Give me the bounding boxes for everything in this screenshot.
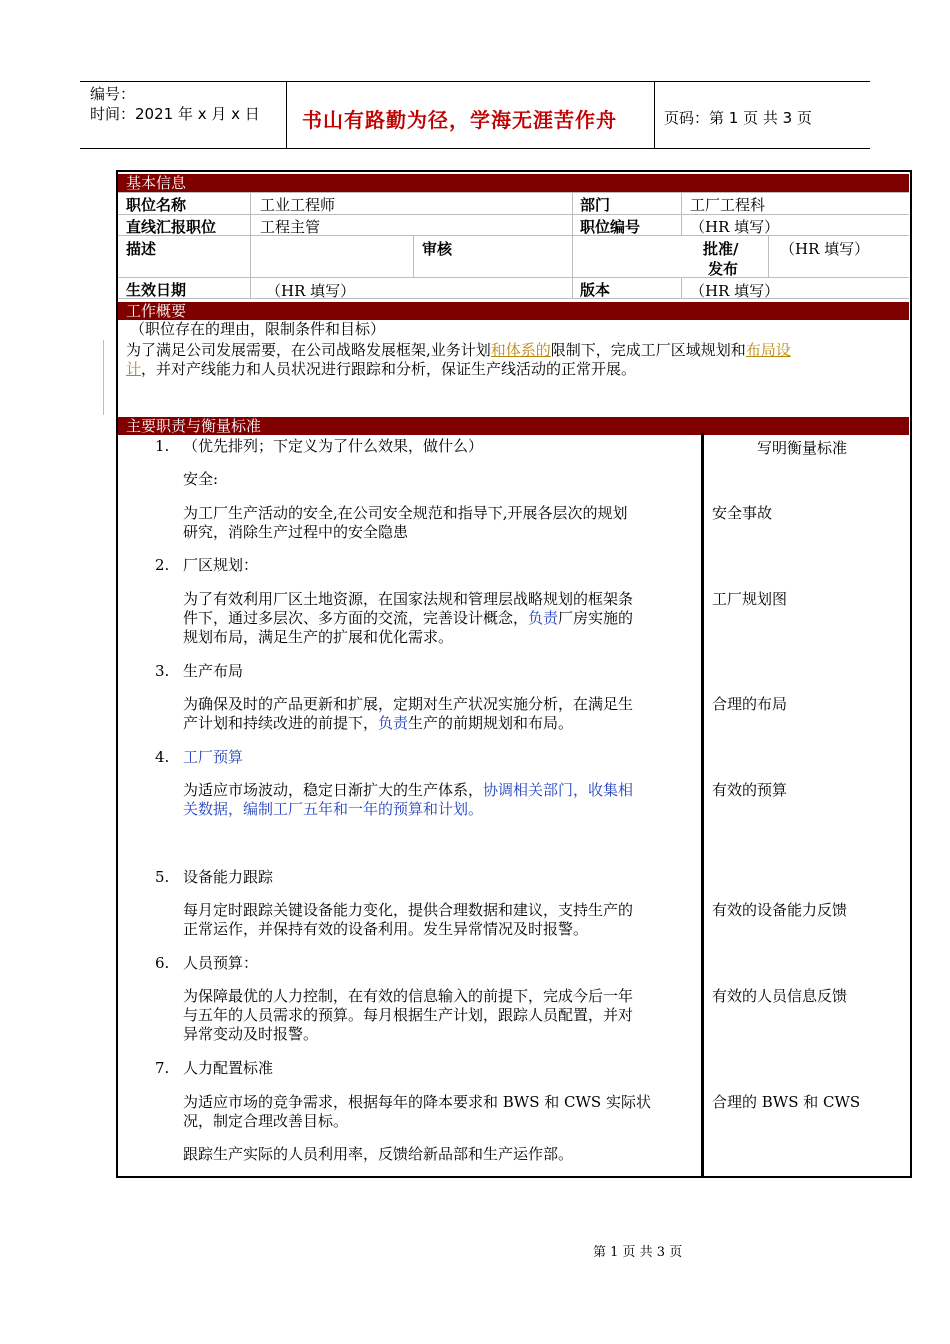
duty-text: 异常变动及时报警。: [183, 1025, 319, 1043]
duty-measure: 有效的人员信息反馈: [712, 987, 848, 1005]
summary-link[interactable]: 和体系的: [490, 341, 551, 359]
approve-value: （HR 填写）: [780, 240, 870, 258]
duty-text: [183, 714, 573, 733]
duty-title: 厂区规划：: [183, 556, 259, 574]
page-footer: 第 1 页 共 3 页: [593, 1245, 683, 1260]
header-bottom-rule: [80, 148, 870, 149]
summary-text-part: 限制下，完成工厂区域规划和: [550, 341, 746, 359]
review-label: 审核: [422, 240, 453, 258]
version-value: （HR 填写）: [690, 282, 780, 300]
approve-label: 批准/: [703, 240, 739, 258]
dept-value: 工厂工程科: [690, 196, 766, 214]
duty-text-part: 厂房实施的: [558, 609, 634, 627]
approve-label-2: 发布: [708, 260, 739, 278]
summary-link[interactable]: 布局设: [745, 341, 791, 359]
grid-line: [681, 277, 682, 298]
report-value: 工程主管: [260, 218, 321, 236]
describe-label: 描述: [126, 240, 157, 258]
duty-text: 为工厂生产活动的安全,在公司安全规范和指导下,开展各层次的规划: [183, 504, 628, 522]
section-summary: 工作概要: [118, 302, 909, 320]
duty-title: 生产布局: [183, 662, 244, 680]
duty-number: 5.: [155, 868, 170, 886]
summary-hint: （职位存在的理由，限制条件和目标）: [130, 320, 386, 338]
duty-text-part: 产计划和持续改进的前提下，: [183, 714, 379, 732]
summary-text-line2: [126, 360, 896, 379]
duty-text-part: 件下，通过多层次、多方面的交流，完善设计概念，: [183, 609, 529, 627]
grid-line: [572, 192, 573, 298]
grid-line: [118, 192, 909, 193]
duty-title: 工厂预算: [183, 748, 244, 766]
duty-text: 为了有效利用厂区土地资源，在国家法规和管理层战略规划的框架条: [183, 590, 634, 608]
effective-date-label: 生效日期: [126, 281, 187, 299]
duty-title: 人员预算：: [183, 954, 259, 972]
duty-measure: 安全事故: [712, 504, 773, 522]
duty-text: 况，制定合理改善目标。: [183, 1112, 349, 1130]
duty-text: 正常运作，并保持有效的设备利用。发生异常情况及时报警。: [183, 920, 589, 938]
duty-measure: 合理的布局: [712, 695, 788, 713]
duty-number: 3.: [155, 662, 170, 680]
duty-measure: 有效的设备能力反馈: [712, 901, 848, 919]
duty-text: 跟踪生产实际的人员利用率，反馈给新品部和生产运作部。: [183, 1145, 574, 1163]
duty-measure: 合理的 BWS 和 CWS: [712, 1093, 861, 1111]
summary-text: [126, 341, 896, 360]
duty-text: 为保障最优的人力控制，在有效的信息输入的前提下，完成今后一年: [183, 987, 634, 1005]
grid-line: [250, 192, 251, 298]
duty-text: 规划布局，满足生产的扩展和优化需求。: [183, 628, 454, 646]
duty-text: 研究，消除生产过程中的安全隐患: [183, 523, 409, 541]
position-name-label: 职位名称: [126, 196, 187, 214]
section-duties: 主要职责与衡量标准: [118, 417, 909, 435]
position-no-value: （HR 填写）: [690, 218, 780, 236]
grid-line: [118, 214, 909, 215]
summary-text-part: ，并对产线能力和人员状况进行跟踪和分析，保证生产线活动的正常开展。: [141, 360, 637, 378]
duty-number: 6.: [155, 954, 170, 972]
duty-text: [183, 781, 633, 800]
doc-number-label: 编号：: [90, 85, 136, 103]
duty-number: 2.: [155, 556, 170, 574]
duty-text-part: 生产的前期规划和布局。: [408, 714, 574, 732]
duty-text: 为适应市场的竞争需求，根据每年的降本要求和 BWS 和 CWS 实际状: [183, 1093, 651, 1111]
duty-subtitle: 安全:: [183, 470, 219, 488]
duty-number: 7.: [155, 1059, 170, 1077]
duty-text: 为确保及时的产品更新和扩展，定期对生产状况实施分析，在满足生: [183, 695, 634, 713]
motto: 书山有路勤为径，学海无涯苦作舟: [302, 108, 617, 132]
version-label: 版本: [580, 281, 611, 299]
header-divider: [286, 81, 287, 149]
duty-title: 人力配置标准: [183, 1059, 274, 1077]
grid-line: [681, 192, 682, 235]
dept-label: 部门: [580, 196, 611, 214]
grid-line: [768, 235, 769, 277]
duty-highlight: 协调相关部门，收集相: [483, 781, 634, 799]
duty-text: 与五年的人员需求的预算。每月根据生产计划，跟踪人员配置，并对: [183, 1006, 634, 1024]
position-name-value: 工业工程师: [260, 196, 336, 214]
grid-line: [118, 235, 909, 236]
duty-number: 4.: [155, 748, 170, 766]
summary-text-part: 为了满足公司发展需要，在公司战略发展框架,业务计划: [126, 341, 491, 359]
duty-highlight: 负责: [378, 714, 409, 732]
duty-highlight: 负责: [528, 609, 559, 627]
duty-number: 1.: [155, 437, 170, 455]
header-divider: [654, 81, 655, 149]
margin-mark: [103, 340, 104, 415]
grid-line: [413, 235, 414, 277]
section-basic-info: 基本信息: [118, 174, 909, 192]
grid-line: [118, 298, 909, 299]
report-label: 直线汇报职位: [126, 218, 217, 236]
position-no-label: 职位编号: [580, 218, 641, 236]
effective-date-value: （HR 填写）: [266, 282, 356, 300]
summary-link[interactable]: 计: [126, 360, 142, 378]
duty-text: 每月定时跟踪关键设备能力变化，提供合理数据和建议，支持生产的: [183, 901, 634, 919]
measure-header: 写明衡量标准: [757, 439, 848, 457]
duty-text-part: 为适应市场波动，稳定日渐扩大的生产体系，: [183, 781, 484, 799]
doc-date: 时间：2021 年 x 月 x 日: [90, 105, 260, 123]
duties-col-divider: [701, 433, 704, 1177]
duty-title: 设备能力跟踪: [183, 868, 274, 886]
duty-title: （优先排列；下定义为了什么效果，做什么）: [183, 437, 484, 455]
page-info: 页码：第 1 页 共 3 页: [664, 109, 812, 127]
duty-measure: 有效的预算: [712, 781, 788, 799]
duty-text: 关数据，编制工厂五年和一年的预算和计划。: [183, 800, 484, 818]
grid-line: [118, 277, 909, 278]
duty-text: [183, 609, 633, 628]
header-top-rule: [80, 81, 870, 82]
duty-measure: 工厂规划图: [712, 590, 788, 608]
